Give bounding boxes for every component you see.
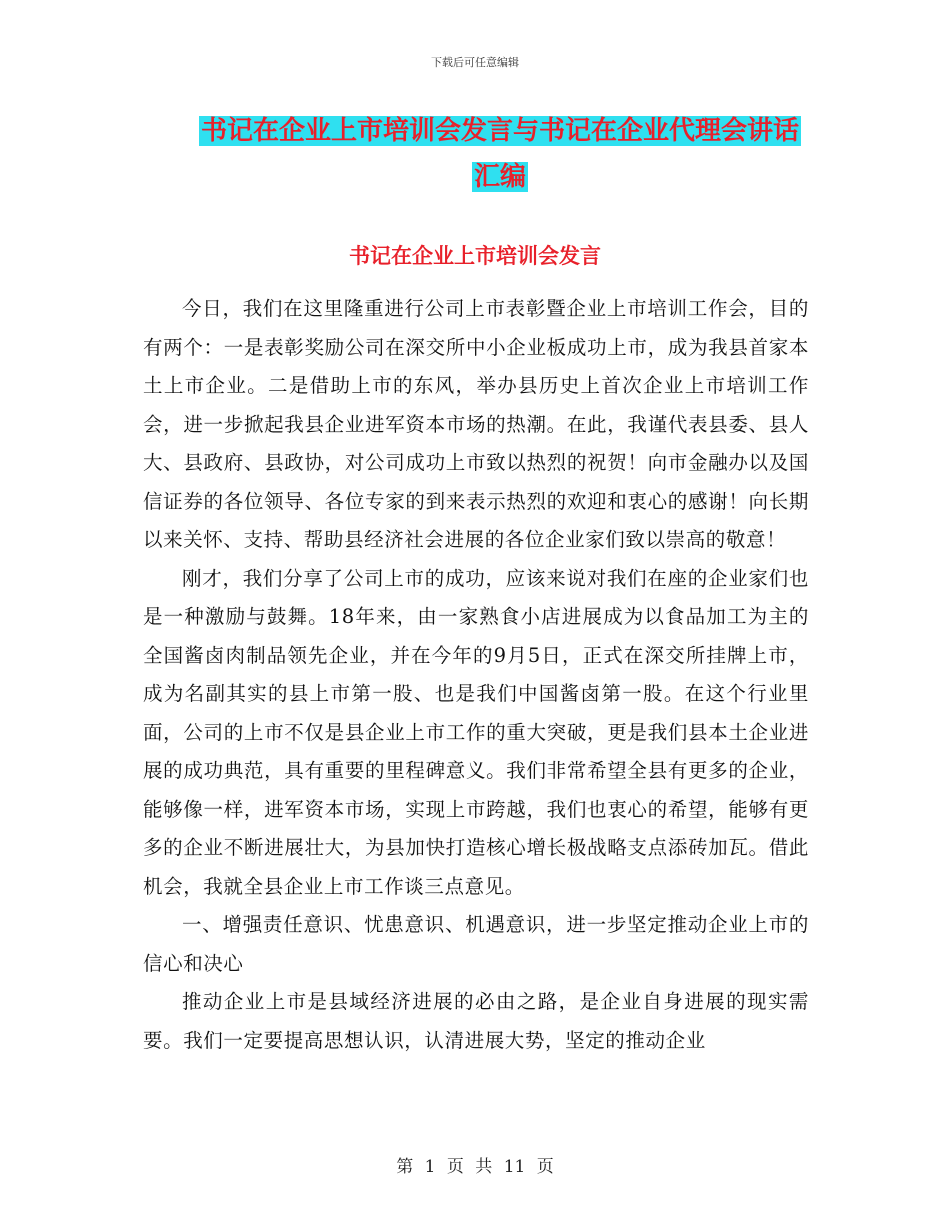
document-body xyxy=(143,290,809,1060)
paragraph: 刚才，我们分享了公司上市的成功，应该来说对我们在座的企业家们也是一种激励与鼓舞。18年来，由一家熟食小店进展成为以食品加工为主的全国酱卤肉制品领先企业，并在今年的9月5日，正式在深交所挂牌上市，成为名副其实的县上市第一股、也是我们中国酱卤第一股。在这个行业里面，公司的上市不仅是县企业上市工作的重大突破，更是我们县本土企业进展的成功典范，具有重要的里程碑意义。我们非常希望全县有更多的企业，能够像一样，进军资本市场，实现上市跨越，我们也衷心的希望，能够有更多的企业不断进展壮大，为县加快打造核心增长极战略支点添砖加瓦。借此机会，我就全县企业上市工作谈三点意见。 xyxy=(143,566,809,898)
document-title xyxy=(150,108,850,200)
section-title: 书记在企业上市培训会发言 xyxy=(349,244,601,268)
header-note: 下载后可任意编辑 xyxy=(431,56,519,69)
page-footer: 第 1 页 共 11 页 xyxy=(396,1157,554,1177)
document-title-line-2: 汇编 xyxy=(473,162,526,192)
paragraph: 一、增强责任意识、忧患意识、机遇意识，进一步坚定推动企业上市的信心和决心 xyxy=(143,913,809,975)
paragraph: 推动企业上市是县域经济进展的必由之路，是企业自身进展的现实需要。我们一定要提高思想认识，认清进展大势，坚定的推动企业 xyxy=(143,990,809,1052)
paragraph: 今日，我们在这里隆重进行公司上市表彰暨企业上市培训工作会，目的有两个：一是表彰奖励公司在深交所中小企业板成功上市，成为我县首家本土上市企业。二是借助上市的东风，举办县历史上首次企业上市培训工作会，进一步掀起我县企业进军资本市场的热潮。在此，我谨代表县委、县人大、县政府、县政协，对公司成功上市致以热烈的祝贺！向市金融办以及国信证券的各位领导、各位专家的到来表示热烈的欢迎和衷心的感谢！向长期以来关怀、支持、帮助县经济社会进展的各位企业家们致以崇高的敬意！ xyxy=(143,297,809,551)
document-title-line-1: 书记在企业上市培训会发言与书记在企业代理会讲话 xyxy=(200,116,799,146)
